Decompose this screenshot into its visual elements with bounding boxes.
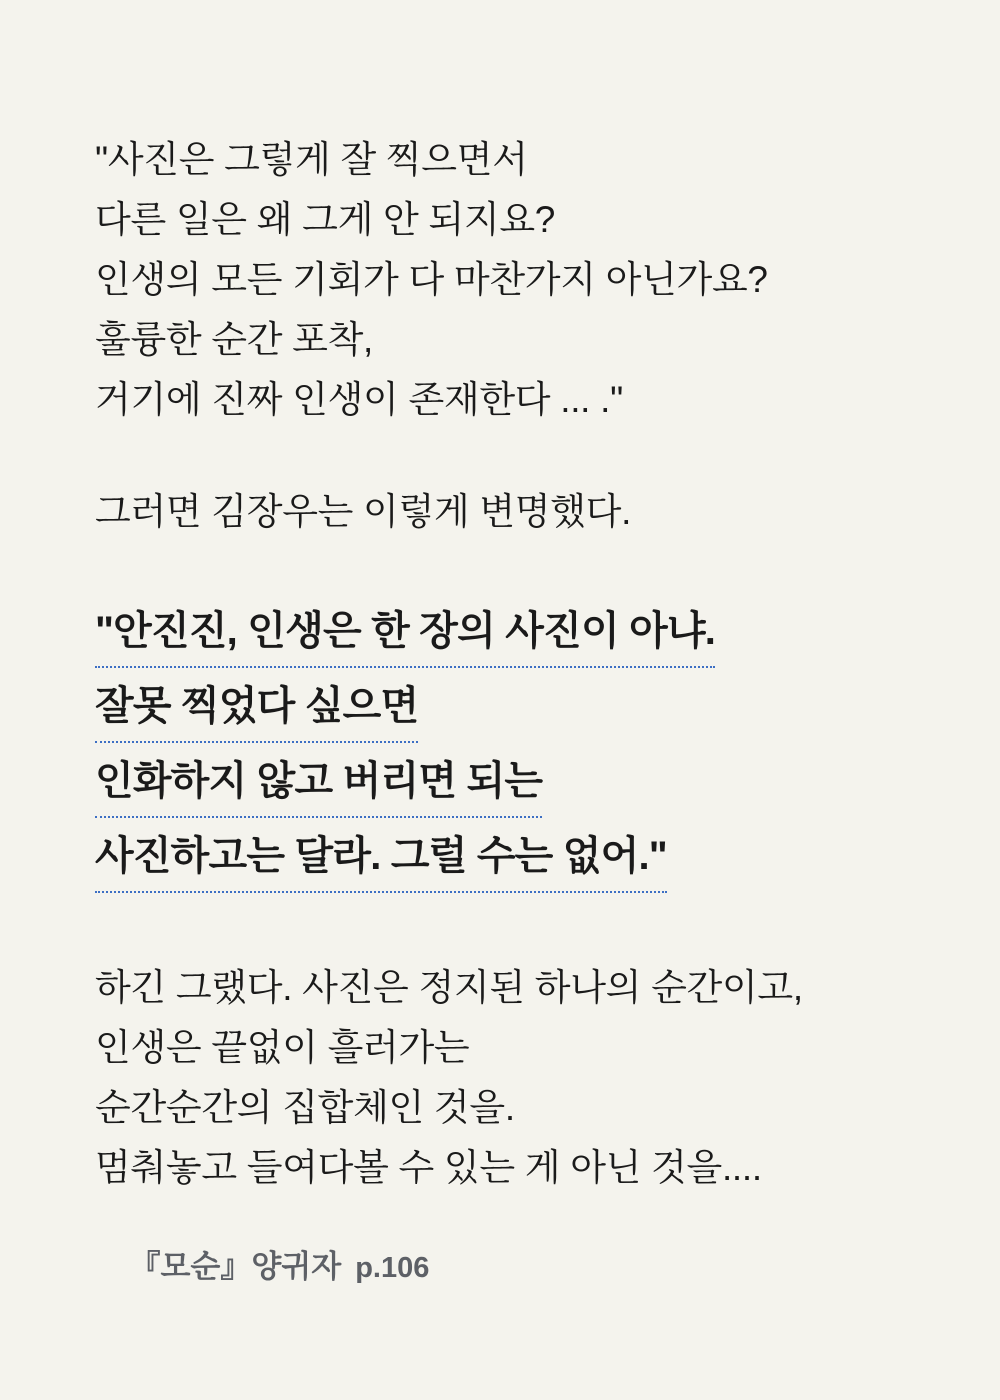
source-page-number: p.106 <box>355 1252 430 1284</box>
source-title-author: 『모순』양귀자 <box>129 1249 342 1284</box>
quote-top-line-4: 훌륭한 순간 포착, <box>95 319 374 360</box>
quote-bold-block <box>95 598 910 898</box>
spacer-3 <box>95 898 910 958</box>
closing-line-3: 순간순간의 집합체인 것을. <box>95 1087 515 1128</box>
narration-block <box>95 482 910 542</box>
quote-bold-line-3: 인화하지 않고 버리면 되는 <box>95 748 542 818</box>
spacer-2 <box>95 542 910 598</box>
quote-bold-row-4 <box>95 823 910 898</box>
quote-top-line-3: 인생의 모든 기회가 다 마찬가지 아닌가요? <box>95 259 768 300</box>
quote-bold-line-1: "안진진, 인생은 한 장의 사진이 아냐. <box>95 598 715 668</box>
closing-line-1: 하긴 그랬다. 사진은 정지된 하나의 순간이고, <box>95 967 803 1008</box>
narration-line-1: 그러면 김장우는 이렇게 변명했다. <box>95 491 632 532</box>
quote-bold-row-2 <box>95 673 910 748</box>
spacer-1 <box>95 430 910 482</box>
quote-top-line-1: "사진은 그렇게 잘 찍으면서 <box>95 139 528 180</box>
quote-bold-line-2: 잘못 찍었다 싶으면 <box>95 673 418 743</box>
closing-line-4: 멈춰놓고 들여다볼 수 있는 게 아닌 것을.... <box>95 1147 762 1188</box>
closing-line-2: 인생은 끝없이 흘러가는 <box>95 1027 470 1068</box>
quote-bold-row-3 <box>95 748 910 823</box>
quote-top-block <box>95 130 910 430</box>
source-citation <box>95 1205 429 1322</box>
closing-block <box>95 958 910 1198</box>
quote-top-line-5: 거기에 진짜 인생이 존재한다 ... ." <box>95 379 623 420</box>
quote-bold-row-1 <box>95 598 910 673</box>
quote-top-line-2: 다른 일은 왜 그게 안 되지요? <box>95 199 556 240</box>
quote-bold-line-4: 사진하고는 달라. 그럴 수는 없어." <box>95 823 667 893</box>
